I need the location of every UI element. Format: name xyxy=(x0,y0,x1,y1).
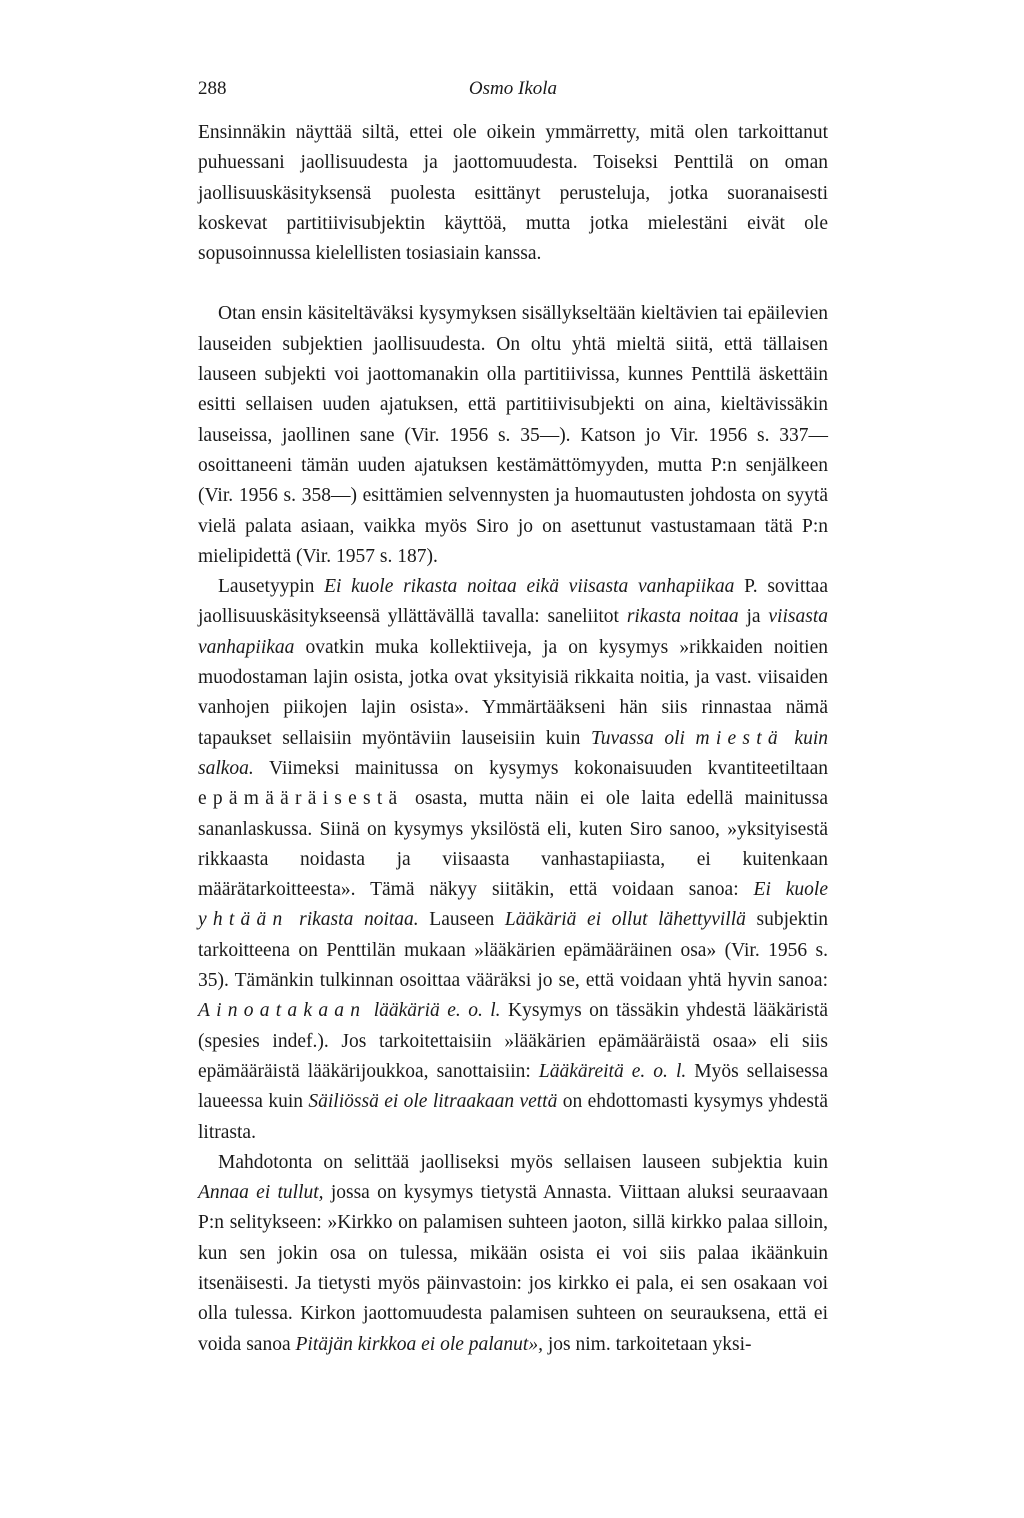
text-run: Lausetyypin xyxy=(218,576,325,598)
text-run: subjektin tarkoitteena on Penttilän mukaan »lääkärien epämääräinen osa» (Vir. 1956 s. 35). Tämänkin tulkinnan osoittaa vääräksi jo se, että voidaan yhtä hyvin sanoa: xyxy=(198,909,828,992)
body-text xyxy=(198,118,828,1360)
italic-text: rikasta noitaa. xyxy=(288,909,419,931)
italic-text: viisasta vanhapiikaa xyxy=(198,606,828,658)
italic-text: Säiliössä ei ole litraakaan vettä xyxy=(308,1091,558,1113)
running-title: Osmo Ikola xyxy=(468,78,558,99)
spaced-text: epämääräisestä xyxy=(198,788,404,810)
text-run: Mahdotonta on selittää jaolliseksi myös sellaisen lauseen subjektia kuin xyxy=(218,1151,828,1173)
italic-text: Annaa ei tullut, xyxy=(198,1182,324,1204)
text-run: ja xyxy=(738,606,769,628)
text-run: on ehdottomasti kysymys yhdestä litrasta. xyxy=(198,1091,829,1143)
italic-text: Lääkäreitä e. o. l. xyxy=(538,1060,687,1082)
text-run: Viimeksi mainitussa on kysymys kokonaisuuden kvantiteetiltaan xyxy=(253,757,828,779)
text-run: Kysymys on tässäkin yhdestä lääkäristä (spesies indef.). Jos tarkoitettaisiin »lääkärien epämääräistä osaa» eli siis epämääräistä lääkärijoukkoa, sanottaisiin: xyxy=(198,1000,828,1082)
spaced-italic-text: Ainoatakaan xyxy=(198,1000,367,1022)
text-run: Lauseen xyxy=(418,909,505,931)
text-run: Myös sellaisessa laueessa kuin xyxy=(198,1060,828,1113)
italic-text: Lääkäriä ei ollut lähettyvillä xyxy=(504,909,746,931)
paragraph xyxy=(198,1148,828,1360)
italic-text: Ei kuole xyxy=(753,879,828,901)
running-head xyxy=(198,74,828,104)
text-run: jossa on kysymys tietystä Annasta. Viittaan aluksi seuraavaan P:n selitykseen: »Kirkko on palamisen suhteen jaoton, sillä kirkko palaa silloin, kun sen jokin osa on tulessa, mikään osista ei voi siis palaa ikäänkuin itsenäisesti. Ja tietysti myös päinvastoin: jos kirkko ei pala, ei sen osakaan voi olla tulessa. Kirkon jaottomuudesta palamisen suhteen on seurauksena, että ei voida sanoa xyxy=(198,1182,829,1355)
italic-text: lääkäriä e. o. l. xyxy=(366,1000,501,1022)
paragraph xyxy=(198,572,828,1148)
italic-text: Ei kuole rikasta noitaa eikä viisasta vanhapiikaa xyxy=(324,576,735,598)
text-run: Otan ensin käsiteltäväksi kysymyksen sisällykseltään kieltävien tai epäilevien lauseiden subjektien jaollisuudesta. On oltu yhtä mieltä siitä, että tällaisen lauseen subjekti voi jaottomanakin olla partitiivissa, kunnes Penttilä äskettäin esitti sellaisen uuden ajatuksen, että partitiivisubjekti on aina, kieltävissäkin lauseissa, jaollinen sane (Vir. 1956 s. 35—). Katson jo Vir. 1956 s. 337— osoittaneeni tämän uuden ajatuksen kestämättömyyden, mutta P:n senjälkeen (Vir. 1956 s. 358—) esittämien selvennysten ja huomautusten johdosta on syytä vielä palata asiaan, vaikka myös Siro jo on asettunut vastustamaan tätä P:n mielipidettä (Vir. 1957 s. 187). xyxy=(198,303,828,567)
text-run: jos nim. tarkoitetaan yksi- xyxy=(542,1333,752,1355)
italic-text: rikasta noitaa xyxy=(626,606,739,628)
italic-text: Pitäjän kirkkoa ei ole palanut», xyxy=(295,1333,543,1355)
italic-text: kuin salkoa. xyxy=(198,727,828,779)
text-run: ovatkin muka kollektiiveja, ja on kysymys »rikkaiden noitien muodostaman lajin osista, jotka ovat yksityisiä rikkaita noitia, ja vast. viisaiden vanhojen piikojen lajin osista». Ymmärtääkseni hän siis rinnastaa nämä tapaukset sellaisiin myöntäviin lauseisiin kuin xyxy=(198,636,828,749)
text-run: P. sovittaa jaollisuuskäsitykseensä yllättävällä tavalla: saneliitot xyxy=(198,576,828,628)
text-run: osasta, mutta näin ei ole laita edellä mainitussa sananlaskussa. Siinä on kysymys yksilöstä eli, kuten Siro sanoo, »yksityisestä rikkaasta noidasta ja viisaasta vanhastapiiasta, ei kuitenkaan määrätarkoitteesta». Tämä näkyy siitäkin, että voidaan sanoa: xyxy=(198,788,828,901)
spaced-italic-text: miestä xyxy=(695,727,784,749)
italic-text: Tuvassa oli xyxy=(590,727,696,749)
page-number: 288 xyxy=(198,78,227,99)
paragraph xyxy=(198,118,828,269)
paragraph xyxy=(198,299,828,572)
spaced-italic-text: yhtään xyxy=(198,909,289,931)
text-run: Ensinnäkin näyttää siltä, ettei ole oikein ymmärretty, mitä olen tarkoittanut puhuessani jaollisuudesta ja jaottomuudesta. Toiseksi Penttilä on oman jaollisuuskäsityksensä puolesta esittänyt perusteluja, jotka suoranaisesti koskevat partitiivisubjektin käyttöä, mutta jotka mielestäni eivät ole sopusoinnussa kielellisten tosiasiain kanssa. xyxy=(198,122,828,265)
